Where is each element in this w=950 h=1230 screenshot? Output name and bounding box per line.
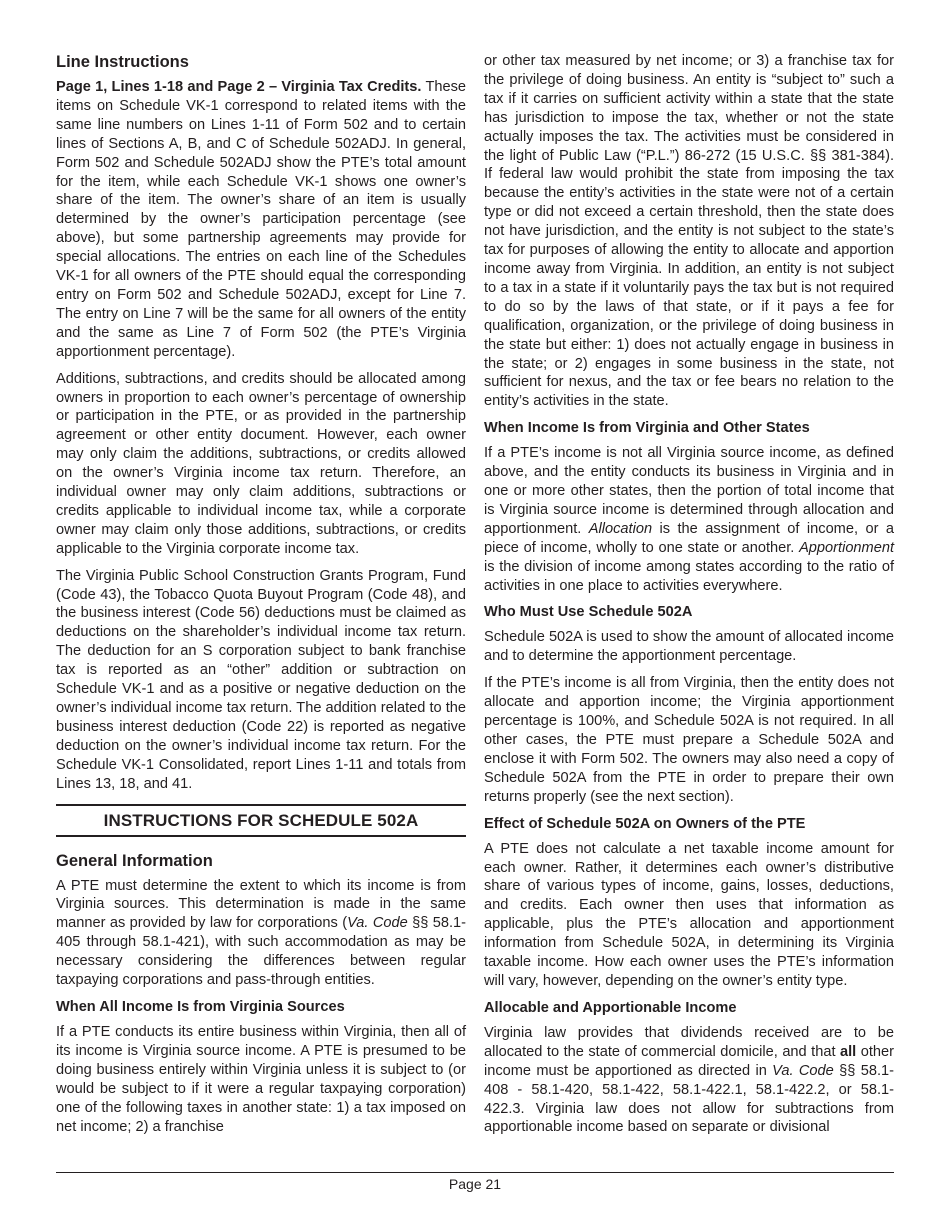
left-column: [56, 52, 466, 1144]
general-information-paragraph: A PTE must determine the extent to which its income is from Virginia sources. This determination is made in the same manner as provided by law for corporations (Va. Code §§ 58.1-405 through 58.1-421), with such accommodation as may be necessary considering the differences between regular taxpaying corporations and pass-through entities.: [56, 877, 466, 989]
general-information-heading: General Information: [56, 851, 213, 870]
allocation-paragraph: Additions, subtractions, and credits should be allocated among owners in proportion to each owner’s percentage of ownership or participation in the PTE, or as provided in the partnership agreement or other entity document. However, each owner may only claim the additions, subtractions, or credits allowed on the owner’s Virginia income tax return. Therefore, an individual owner may only claim additions, subtractions or credits applicable to individual income tax, while a corporate owner may claim only those additions, subtractions, or credits applicable to the Virginia corporate income tax.: [56, 370, 466, 557]
all-virginia-heading: When All Income Is from Virginia Sources: [56, 998, 345, 1015]
allocable-heading: Allocable and Apportionable Income: [484, 999, 737, 1016]
who-must-use-paragraph-1: Schedule 502A is used to show the amount of allocated income and to determine the apportionment percentage.: [484, 629, 894, 665]
who-must-use-heading: Who Must Use Schedule 502A: [484, 604, 693, 621]
lines-lead-in: Page 1, Lines 1-18 and Page 2 – Virginia Tax Credits.: [56, 79, 422, 95]
all-virginia-paragraph: If a PTE conducts its entire business within Virginia, then all of its income is Virginia source income. A PTE is presumed to be doing business entirely within Virginia unless it is subject to (or would be subject to if it were a regular taxpaying corporation) one of the following taxes in another state: 1) a tax imposed on net income; 2) a franchise: [56, 1023, 466, 1135]
line-instructions-paragraph: Page 1, Lines 1-18 and Page 2 – Virginia Tax Credits. These items on Schedule VK-1 correspond to related items with the same line numbers on Lines 1-11 of Form 502 and to certain lines of Sections A, B, and C of Schedule 502ADJ. In general, Form 502 and Schedule 502ADJ show the PTE’s total amount for the item, while each Schedule VK-1 shows one owner’s share of the item. The owner’s share of an item is usually determined by the owner’s participation percentage (see above), but some partnership agreements may provide for special allocations. The entries on each line of the Schedules VK-1 for all owners of the PTE should equal the corresponding entry on Form 502 and Schedule 502ADJ, except for Line 7. The entry on Line 7 will be the same for all owners of the entity and the same as Line 7 of Form 502 (the PTE’s Virginia apportionment percentage).: [56, 79, 467, 360]
allocable-paragraph: Virginia law provides that dividends received are to be allocated to the state of commercial domicile, and that all other income must be apportioned as directed in Va. Code §§ 58.1-408 - 58.1-420, 58.1-422, 58.1-422.1, 58.1-422.2, or 58.1-422.3. Virginia law does not allow for subtractions from apportionable income based on separate or divisional: [484, 1024, 894, 1136]
line-instructions-heading: Line Instructions: [56, 53, 189, 71]
effect-paragraph: A PTE does not calculate a net taxable income amount for each owner. Rather, it determines each owner’s distributive share of various types of income, gains, losses, deductions, and credits. Each owner then uses that information as applicable, plus the PTE’s allocation and apportionment information from Schedule 502A, in determining its Virginia taxable income. How each owner uses the PTE’s information will vary, however, depending on the owner’s entity type.: [484, 840, 894, 989]
effect-heading: Effect of Schedule 502A on Owners of the PTE: [484, 815, 806, 832]
deductions-paragraph: The Virginia Public School Construction Grants Program, Fund (Code 43), the Tobacco Quota Buyout Program (Code 48), and the business interest (Code 56) deductions must be claimed as deductions on the shareholder’s individual income tax return. The deduction for an S corporation subject to bank franchise tax is reported as an “other” addition or subtraction on Schedule VK-1 and as a positive or negative deduction on the owner’s individual income tax return. The addition related to the business interest deduction (Code 22) is reported as negative deduction on the owner’s individual income tax return. For the Schedule VK-1 Consolidated, report Lines 1-11 and totals from Lines 13, 18, and 41.: [56, 567, 466, 792]
page-number: Page 21: [448, 1176, 502, 1192]
continued-paragraph: or other tax measured by net income; or 3) a franchise tax for the privilege of doing business. An entity is “subject to” such a tax if it carries on sufficient activity within a state that the state has jurisdiction to impose the tax, whether or not the state actually imposes the tax. The activities must be considered in the light of Public Law (“P.L.”) 86-272 (15 U.S.C. §§ 381-384). If federal law would prohibit the state from imposing the tax because the entity’s activities in the state were not of a certain type or did not exceed a certain threshold, then the state does not have jurisdiction, and the entity is not subject to the state’s tax for purposes of allowing the entity to allocate and apportion income away from Virginia. In addition, an entity is not subject to a tax in a state if it voluntarily pays the tax but is not required to do so by the laws of that state, or if it pays a fee for qualification, organization, or the privilege of doing business in the state but either: 1) does not actually engage in business in the state; or 2) engages in some business in the state, not sufficient for nexus, and the tax or fee bears no relation to the entity’s activities in the state.: [484, 53, 894, 410]
right-column: [484, 52, 894, 1145]
schedule-502a-banner: INSTRUCTIONS FOR SCHEDULE 502A: [56, 804, 466, 837]
other-states-paragraph: If a PTE’s income is not all Virginia source income, as defined above, and the entity conducts its business in Virginia and in one or more other states, then the portion of total income that is Virginia source income is determined through allocation and apportionment. Allocation is the assignment of income, or a piece of income, wholly to one state or another. Apportionment is the division of income among states according to the ratio of activities in one place to activities everywhere.: [484, 445, 894, 594]
footer-rule: [56, 1172, 894, 1173]
who-must-use-paragraph-2: If the PTE’s income is all from Virginia, then the entity does not allocate and apportion income; the Virginia apportionment percentage is 100%, and Schedule 502A is not required. In all other cases, the PTE must prepare a Schedule 502A and enclose it with Form 502. The owners may also need a copy of Schedule 502A from the PTE in order to prepare their own returns properly (see the next section).: [484, 675, 894, 805]
other-states-heading: When Income Is from Virginia and Other States: [484, 420, 810, 437]
